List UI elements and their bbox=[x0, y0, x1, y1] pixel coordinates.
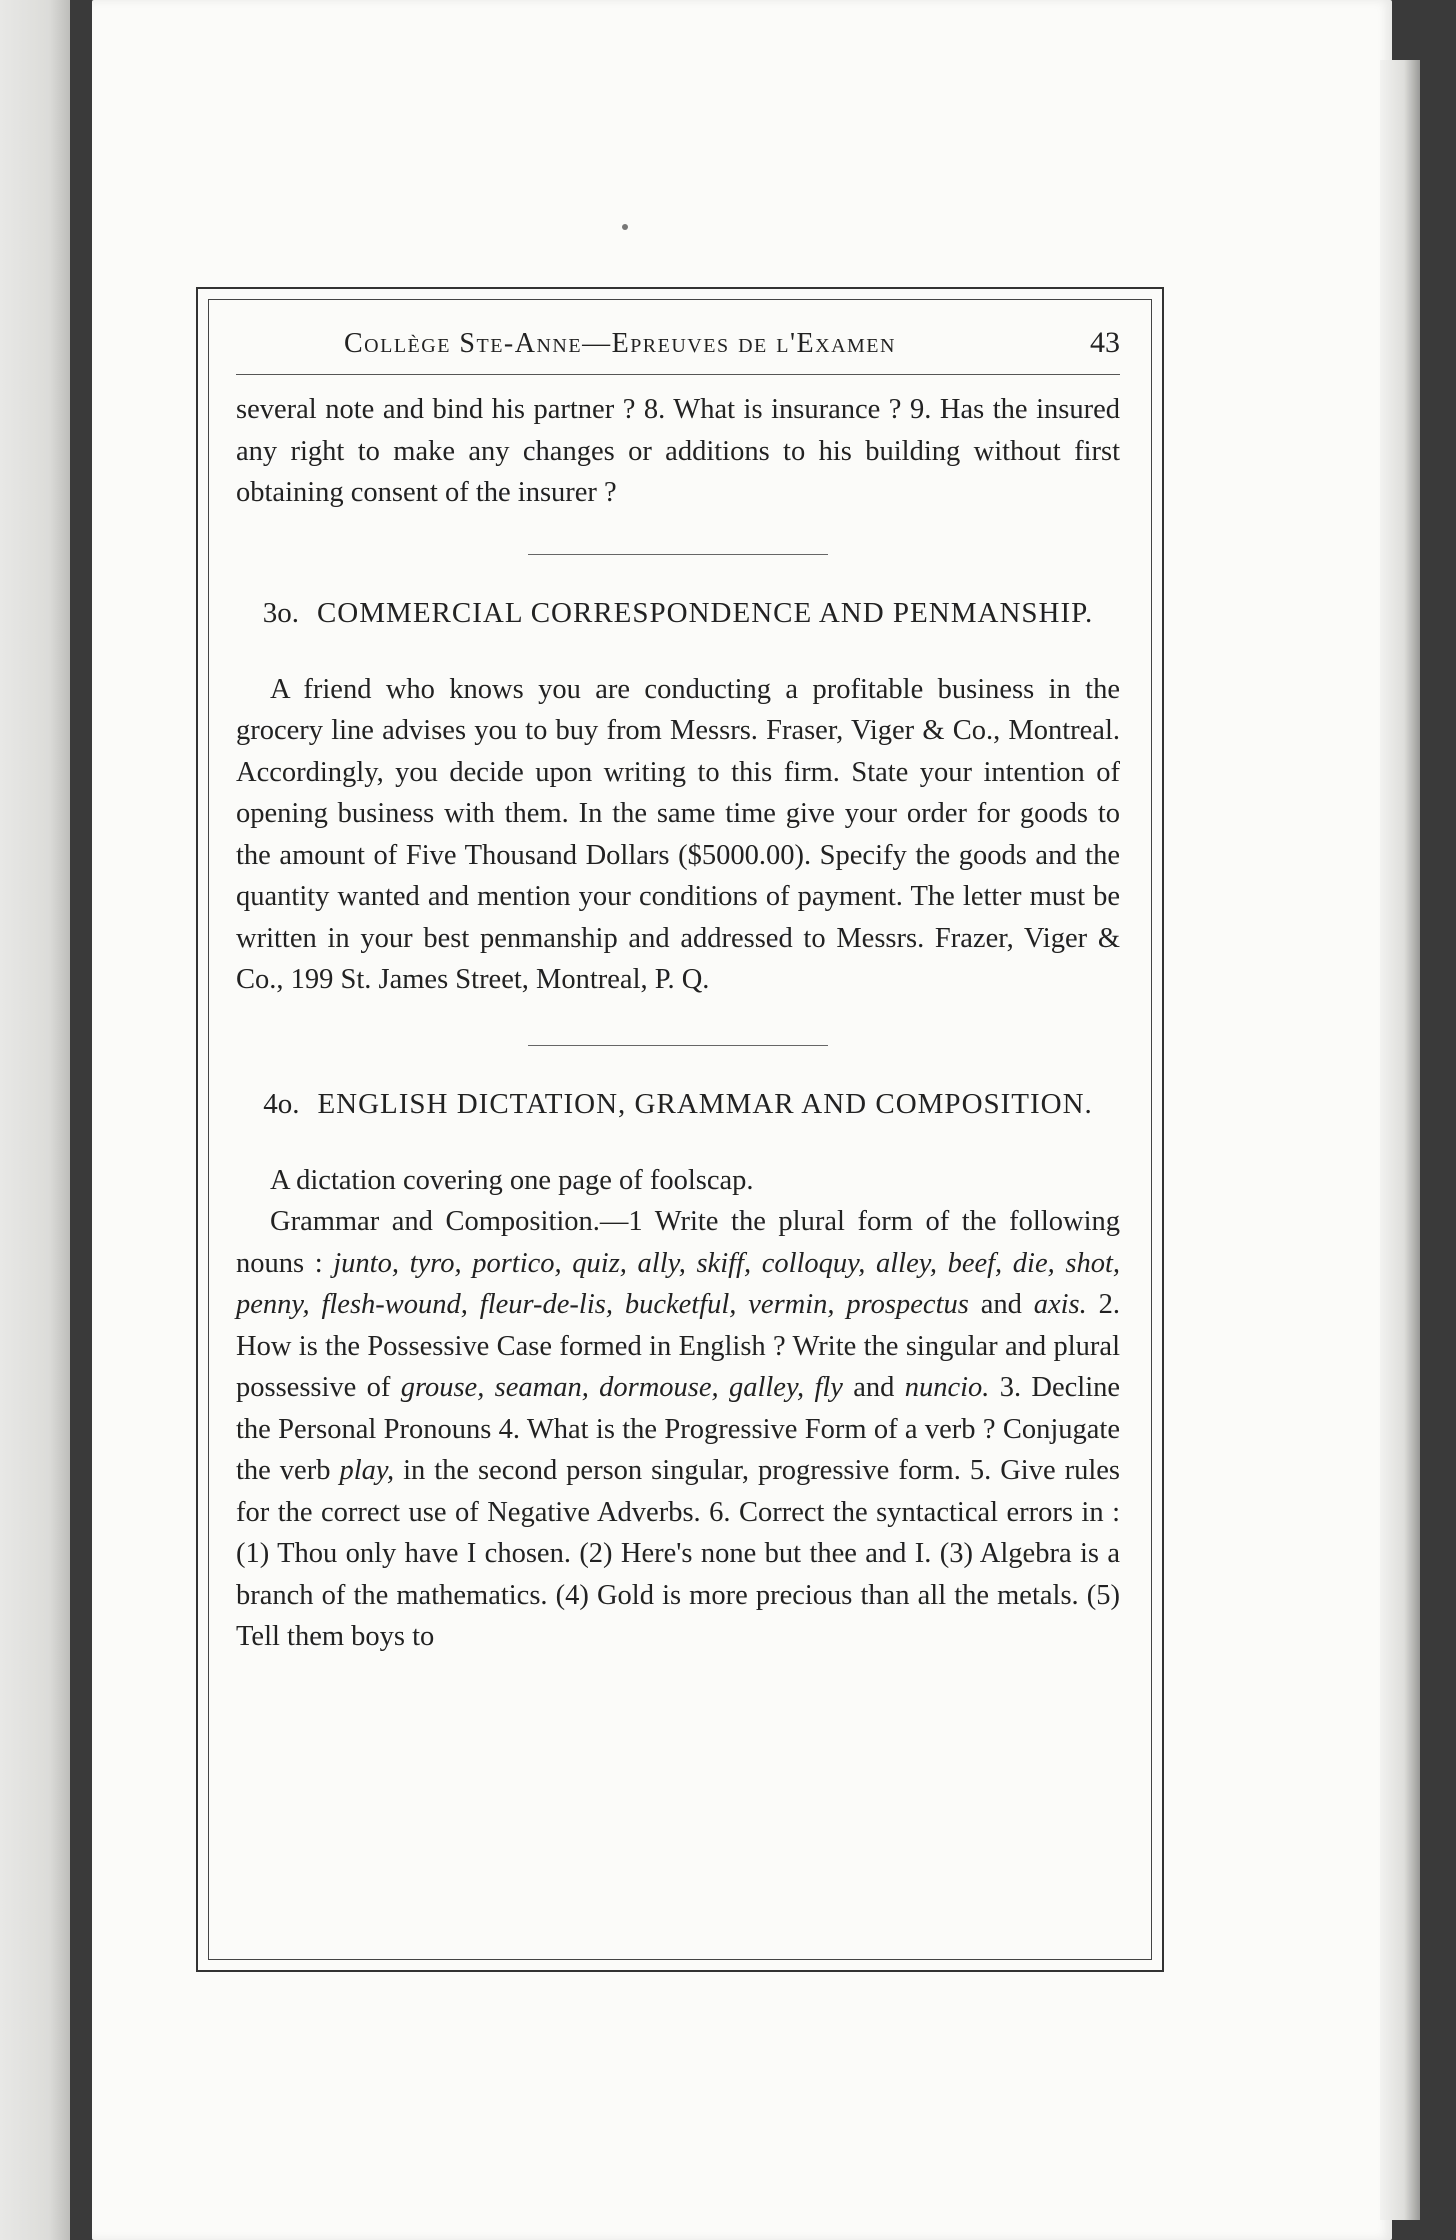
section-3-body: A friend who knows you are conducting a profitable business in the grocery line advises you to buy from Messrs. Fraser, Viger & Co., Montreal. Accordingly, you decide upon writing to this firm. State your intention of opening business with them. In the same time give your order for goods to the amount of Five Thousand Dollars ($5000.00). Specify the goods and the quantity wanted and mention your conditions of payment. The letter must be written in your best penmanship and addressed to Messrs. Frazer, Viger & Co., 199 St. James Street, Montreal, P. Q. bbox=[236, 673, 1120, 995]
page-number: 43 bbox=[1090, 326, 1120, 359]
and-word: and bbox=[853, 1372, 895, 1403]
page-stack-edge bbox=[1380, 60, 1420, 2220]
possessive-last: nuncio. bbox=[904, 1372, 990, 1403]
question-3-4: 3. Decline the Personal Pronouns 4. What is the Progressive Form of a verb ? Conjugate the verb bbox=[236, 1372, 1121, 1486]
section-4-number: 4o. bbox=[263, 1087, 300, 1120]
continuation-paragraph: several note and bind his partner ? 8. What is insurance ? 9. Has the insured any right to make any changes or additions to his building without first obtaining consent of the insurer ? bbox=[236, 394, 1120, 508]
section-4-dictation: A dictation covering one page of foolscap. bbox=[270, 1164, 754, 1196]
section-3-title: COMMERCIAL CORRESPONDENCE AND PENMANSHIP. bbox=[316, 596, 1094, 629]
nouns-list: junto, tyro, portico, quiz, ally, skiff, colloquy, alley, beef, die, shot, penny, flesh-wound, fleur-de-lis, bucketful, vermin, prospectus bbox=[236, 1247, 1120, 1320]
section-separator bbox=[528, 1045, 828, 1046]
running-head bbox=[236, 322, 1120, 368]
page-content bbox=[236, 322, 1120, 1658]
noun-last: axis. bbox=[1033, 1289, 1087, 1320]
section-3-heading bbox=[236, 593, 1120, 633]
verb-play: play, bbox=[339, 1455, 395, 1486]
ink-speck bbox=[622, 224, 628, 230]
running-head-title: Collège Ste-Anne—Epreuves de l'Examen bbox=[344, 328, 896, 359]
question-2: 2. How is the Possessive Case formed in English ? Write the singular and plural possessive of bbox=[236, 1289, 1121, 1403]
and-word: and bbox=[980, 1289, 1022, 1320]
section-3-number: 3o. bbox=[262, 596, 299, 629]
header-rule bbox=[236, 374, 1120, 375]
grammar-intro: Grammar and Composition.—1 Write the plural form of the following nouns : bbox=[236, 1206, 1120, 1279]
section-separator bbox=[528, 554, 828, 555]
section-4-title: ENGLISH DICTATION, GRAMMAR AND COMPOSITION. bbox=[317, 1087, 1093, 1120]
section-4-heading bbox=[236, 1084, 1120, 1124]
section-4-grammar bbox=[236, 1201, 1120, 1658]
facing-page-edge bbox=[0, 0, 70, 2240]
possessive-words: grouse, seaman, dormouse, galley, fly bbox=[400, 1372, 843, 1403]
questions-rest: in the second person singular, progressive form. 5. Give rules for the correct use of Negative Adverbs. 6. Correct the syntactical errors in : (1) Thou only have I chosen. (2) Here's none but thee and I. (3) Algebra is a branch of the mathematics. (4) Gold is more precious than all the metals. (5) Tell them boys to bbox=[236, 1455, 1120, 1652]
